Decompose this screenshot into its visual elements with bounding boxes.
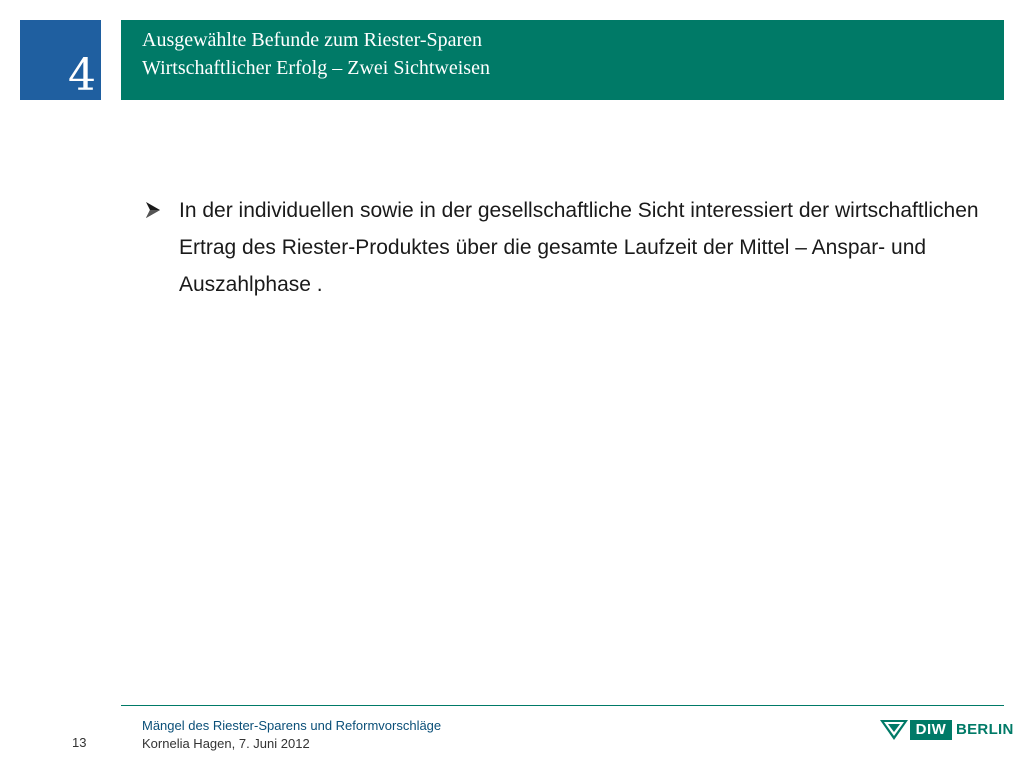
page-number: 13 [72,735,87,750]
logo-diw-text: DIW [910,720,952,740]
bullet-text: In der individuellen sowie in der gesellschaftliche Sicht interessiert der wirtschaftlichen Ertrag des Riester-Produktes über die gesamte Laufzeit der Mittel – Anspar- und Auszahlphase . [179,199,979,296]
arrowhead-bullet-icon [145,201,161,219]
section-number: 4 [68,50,96,101]
presentation-title: Mängel des Riester-Sparens und Reformvorschläge [142,718,442,733]
slide-subtitle: Wirtschaftlicher Erfolg – Zwei Sichtweisen [142,57,490,79]
diw-berlin-logo [880,718,1014,742]
slide-header [121,20,1004,100]
logo-city-text: BERLIN [956,721,1014,738]
slide-title: Ausgewählte Befunde zum Riester-Sparen [142,29,483,51]
footer-divider [121,705,1004,706]
bullet-item [145,192,985,303]
section-number-box [20,20,101,100]
diw-logo-icon [880,720,908,740]
author-date: Kornelia Hagen, 7. Juni 2012 [142,736,310,751]
